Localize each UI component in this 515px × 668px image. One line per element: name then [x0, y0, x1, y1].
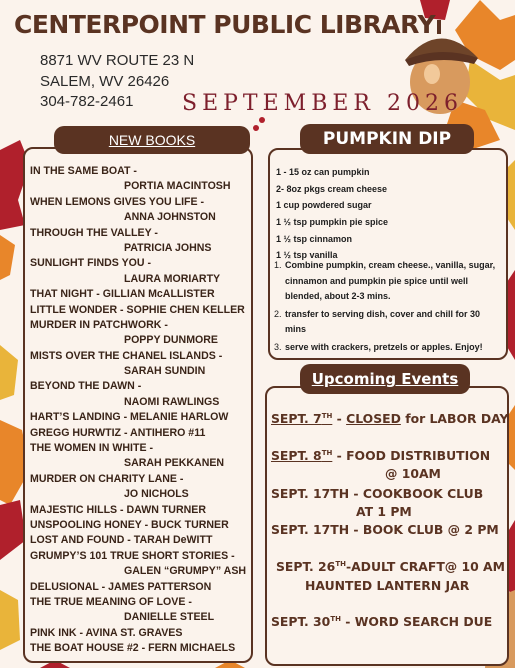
book-line: HART’S LANDING - MELANIE HARLOW: [30, 411, 229, 424]
book-line: LOST AND FOUND - TARAH DeWITT: [30, 534, 213, 547]
address-line2: SALEM, WV 26426: [40, 73, 170, 90]
book-line: THROUGH THE VALLEY -: [30, 226, 158, 239]
event-labor-day: SEPT. 7TH - CLOSED for LABOR DAY: [271, 411, 509, 426]
recipe-step: [274, 307, 496, 338]
book-line: THE BOAT HOUSE #2 - FERN MICHAELS: [30, 642, 236, 655]
book-line: DELUSIONAL - JAMES PATTERSON: [30, 580, 212, 593]
book-line: MAJESTIC HILLS - DAWN TURNER: [30, 503, 206, 516]
book-line: GALEN “GRUMPY” ASH: [124, 565, 247, 578]
ingredient-item: 1 - 15 oz can pumpkin: [276, 167, 370, 177]
book-line: PINK INK - AVINA ST. GRAVES: [30, 626, 183, 639]
event-food-distribution-time: @ 10AM: [385, 466, 441, 481]
book-line: PORTIA MACINTOSH: [124, 180, 231, 193]
ingredient-item: 1 cup powdered sugar: [276, 200, 372, 211]
book-line: MURDER IN PATCHWORK -: [30, 318, 168, 331]
book-line: LITTLE WONDER - SOPHIE CHEN KELLER: [30, 303, 245, 316]
phone-number: 304-782-2461: [40, 93, 134, 110]
book-line: IN THE SAME BOAT -: [30, 165, 137, 177]
ingredient-item: 2- 8oz pkgs cream cheese: [276, 183, 388, 194]
upcoming-events-header: Upcoming Events: [300, 364, 470, 394]
ingredient-item: 1 ½ tsp cinnamon: [276, 233, 353, 244]
recipe-step: [274, 340, 496, 356]
book-line: SARAH SUNDIN: [124, 365, 206, 378]
event-cookbook-club-time: AT 1 PM: [356, 504, 412, 519]
event-cookbook-club: SEPT. 17TH - COOKBOOK CLUB: [271, 486, 484, 501]
book-line: DANIELLE STEEL: [124, 611, 215, 624]
event-adult-craft-title: HAUNTED LANTERN JAR: [305, 578, 470, 593]
address-line1: 8871 WV ROUTE 23 N: [40, 52, 195, 69]
step-text: Combine pumpkin, cream cheese., vanilla, sugar, cinnamon and pumpkin pie spice until well blended, about 2-3 mins.: [285, 260, 496, 301]
library-name-title: CENTERPOINT PUBLIC LIBRARY: [14, 10, 436, 39]
ingredient-item: 1 ½ tsp pumpkin pie spice: [276, 217, 389, 228]
step-number: 1.: [274, 260, 282, 270]
pumpkin-dip-header: PUMPKIN DIP: [300, 124, 474, 154]
book-line: UNSPOOLING HONEY - BUCK TURNER: [30, 518, 229, 531]
book-line: MURDER ON CHARITY LANE -: [30, 472, 184, 485]
book-line: THAT NIGHT - GILLIAN McALLISTER: [30, 288, 215, 301]
book-line: THE TRUE MEANING OF LOVE -: [30, 595, 192, 608]
book-line: JO NICHOLS: [124, 488, 189, 501]
step-text: serve with crackers, pretzels or apples. Enjoy!: [285, 341, 483, 352]
event-food-distribution: SEPT. 8TH - FOOD DISTRIBUTION: [271, 448, 491, 463]
event-book-club: SEPT. 17TH - BOOK CLUB @ 2 PM: [271, 522, 499, 537]
recipe-step: [274, 258, 496, 305]
step-number: 3.: [274, 341, 282, 352]
book-line: BEYOND THE DAWN -: [30, 380, 142, 393]
book-line: ANNA JOHNSTON: [124, 211, 216, 224]
book-line: GRUMPY’S 101 TRUE SHORT STORIES -: [30, 549, 235, 562]
step-number: 2.: [274, 308, 282, 319]
ingredient-item: 1 ½ tsp vanilla: [276, 250, 338, 261]
book-line: GREGG HURWTIZ - ANTIHERO #11: [30, 426, 206, 439]
event-word-search: SEPT. 30TH - WORD SEARCH DUE: [271, 614, 493, 629]
book-line: PATRICIA JOHNS: [124, 241, 212, 254]
book-line: NAOMI RAWLINGS: [124, 395, 220, 408]
step-text: transfer to serving dish, cover and chill for 30 mins: [285, 308, 481, 334]
event-adult-craft: SEPT. 26TH-ADULT CRAFT@ 10 AM: [276, 559, 505, 574]
book-line: POPPY DUNMORE: [124, 334, 218, 347]
book-line: LAURA MORIARTY: [124, 272, 221, 285]
ingredients-list: [276, 164, 388, 264]
month-heading: SEPTEMBER 2026: [182, 91, 463, 116]
book-line: MISTS OVER THE CHANEL ISLANDS -: [30, 349, 223, 362]
book-line: WHEN LEMONS GIVES YOU LIFE -: [30, 195, 205, 208]
book-line: SARAH PEKKANEN: [124, 457, 225, 470]
recipe-steps-list: [274, 258, 496, 357]
book-line: SUNLIGHT FINDS YOU -: [30, 257, 152, 270]
new-books-header: NEW BOOKS: [54, 126, 250, 154]
book-line: THE WOMEN IN WHITE -: [30, 442, 153, 455]
new-books-list: [30, 164, 246, 657]
